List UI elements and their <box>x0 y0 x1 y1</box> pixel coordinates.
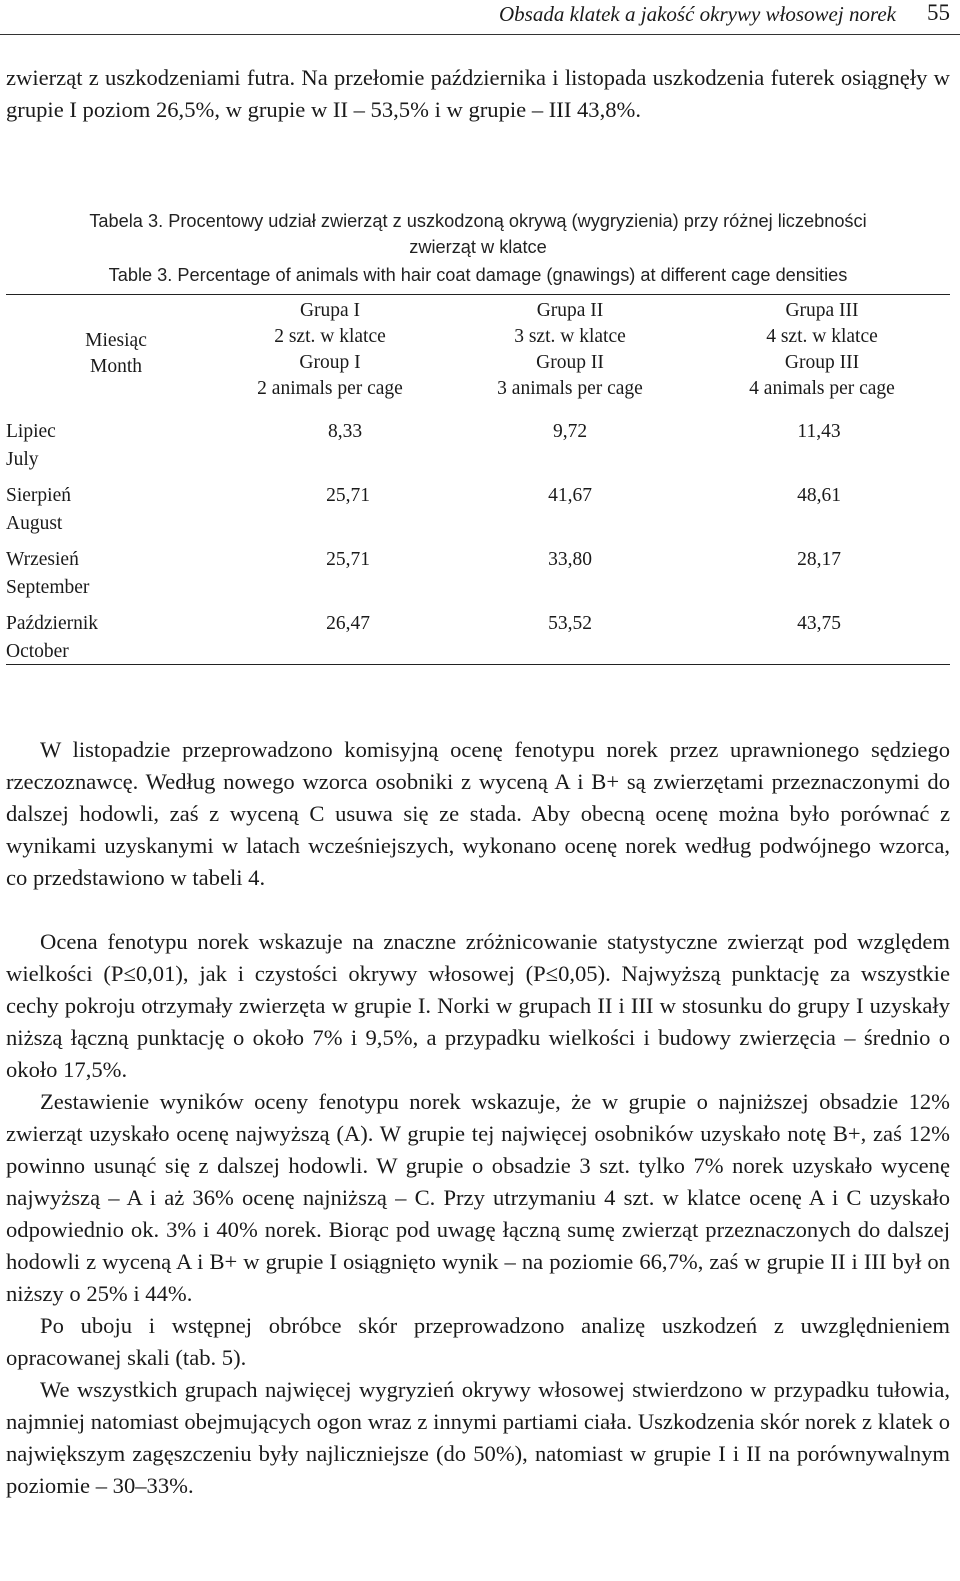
table-caption-pl-line1: Tabela 3. Procentowy udział zwierząt z uszkodzoną okrywą (wygryzienia) przy różnej liczebności <box>89 211 867 231</box>
table-caption-en: Table 3. Percentage of animals with hair coat damage (gnawings) at different cage densities <box>108 265 848 285</box>
row-label-september <box>6 546 89 602</box>
header-group-3 <box>722 298 922 402</box>
group-2-name-en: Group II <box>536 352 604 373</box>
month-en: July <box>6 449 39 470</box>
group-1-name-pl: Grupa I <box>299 300 361 321</box>
table-bottom-rule <box>6 664 950 665</box>
table-cell: 25,71 <box>326 485 370 506</box>
group-3-density-en: 4 animals per cage <box>749 378 895 399</box>
table-cell: 53,52 <box>548 613 592 634</box>
intro-paragraph: zwierząt z uszkodzeniami futra. Na przełomie października i listopada uszkodzenia futerek osiągnęły w grupie I poziom 26,5%, w grupie w II – 53,5% i w grupie – III 43,8%. <box>6 65 950 122</box>
month-en: September <box>6 577 90 598</box>
group-1-density-en: 2 animals per cage <box>257 378 403 399</box>
table-cell: 33,80 <box>548 549 592 570</box>
group-1-name-en: Group I <box>299 352 361 373</box>
row-label-august <box>6 482 71 538</box>
body-paragraph-2: Ocena fenotypu norek wskazuje na znaczne zróżnicowanie statystyczne zwierząt pod względem wielkości (P≤0,01), jak i czystości okrywy włosowej (P≤0,05). Najwyższą punktację za wszystkie cechy pokroju otrzymały zwierzęta w grupie I. Norki w grupach II i III w stosunku do grupy I uzyskały niższą łączną punktację o około 7% i 9,5%, a przypadku wielkości i budowy zwierzęcia – średnio o około 17,5%. <box>6 929 950 1082</box>
group-2-name-pl: Grupa II <box>536 300 604 321</box>
group-3-density-pl: 4 szt. w klatce <box>766 326 878 347</box>
table-cell: 28,17 <box>797 549 841 570</box>
header-month-en: Month <box>89 356 142 377</box>
month-pl: Wrzesień <box>6 549 79 570</box>
month-en: October <box>6 641 69 662</box>
running-title: Obsada klatek a jakość okrywy włosowej norek <box>499 2 896 26</box>
table-cell: 25,71 <box>326 549 370 570</box>
group-1-density-pl: 2 szt. w klatce <box>274 326 386 347</box>
table-cell: 48,61 <box>797 485 841 506</box>
header-month <box>66 328 166 380</box>
table-cell: 26,47 <box>326 613 370 634</box>
row-label-october <box>6 610 98 666</box>
table-cell: 8,33 <box>327 421 363 442</box>
header-month-pl: Miesiąc <box>85 330 147 351</box>
table-top-rule <box>6 294 950 295</box>
running-header <box>0 0 960 35</box>
body-paragraph-3: Zestawienie wyników oceny fenotypu norek wskazuje, że w grupie o najniższej obsadzie 12% zwierząt uzyskało ocenę najwyższą (A). W grupie tej najwięcej osobników uzyskało notę B+, zaś 12% powinno usunąć się z dalszej hodowli. W grupie o obsadzie 3 szt. tylko 7% norek uzyskało wycenę najwyższą – A i aż 36% ocenę najniższą – C. Przy utrzymaniu 4 szt. w klatce ocenę A i C uzyskało odpowiednio ok. 3% i 40% norek. Biorąc pod uwagę łączną sumę zwierząt przeznaczonych do dalszej hodowli z wyceną A i B+ w grupie I osiągnięto wynik – na poziomie 66,7%, zaś w grupie II i III był on niższy o 25% i 44%. <box>6 1089 950 1306</box>
month-en: August <box>6 513 63 534</box>
group-2-density-pl: 3 szt. w klatce <box>514 326 626 347</box>
row-label-july <box>6 418 56 474</box>
group-3-name-en: Group III <box>784 352 860 373</box>
header-group-1 <box>230 298 430 402</box>
body-paragraph-5: We wszystkich grupach najwięcej wygryzień okrywy włosowej stwierdzono w przypadku tułowia, najmniej natomiast obejmujących ogon wraz z innymi partiami ciała. Uszkodzenia skór norek z klatek o największym zagęszczeniu były najliczniejsze (do 50%), natomiast w grupie I i II na porównywalnym poziomie – 30–33%. <box>6 1377 950 1498</box>
month-pl: Październik <box>6 613 99 634</box>
body-paragraph-1: W listopadzie przeprowadzono komisyjną ocenę fenotypu norek przez uprawnionego sędziego rzeczoznawcę. Według nowego wzorca osobniki z wyceną A i B+ są zwierzętami przeznaczonymi do dalszej hodowli, zaś z wyceną C usuwa się ze stada. Aby obecną ocenę można było porównać z wynikami uzyskanymi w latach wcześniejszych, wykonano ocenę norek według podwójnego wzorca, co przedstawiono w tabeli 4. <box>6 737 950 890</box>
group-2-density-en: 3 animals per cage <box>497 378 643 399</box>
month-pl: Sierpień <box>6 485 71 506</box>
table-caption-pl-line2: zwierząt w klatce <box>409 237 547 257</box>
table-cell: 9,72 <box>552 421 588 442</box>
month-pl: Lipiec <box>6 421 56 442</box>
page-number: 55 <box>927 0 950 25</box>
table-cell: 41,67 <box>548 485 592 506</box>
header-group-2 <box>470 298 670 402</box>
body-paragraph-4: Po uboju i wstępnej obróbce skór przeprowadzono analizę uszkodzeń z uwzględnieniem opracowanej skali (tab. 5). <box>6 1313 950 1370</box>
table-cell: 43,75 <box>797 613 841 634</box>
group-3-name-pl: Grupa III <box>785 300 859 321</box>
table-cell: 11,43 <box>797 421 841 442</box>
